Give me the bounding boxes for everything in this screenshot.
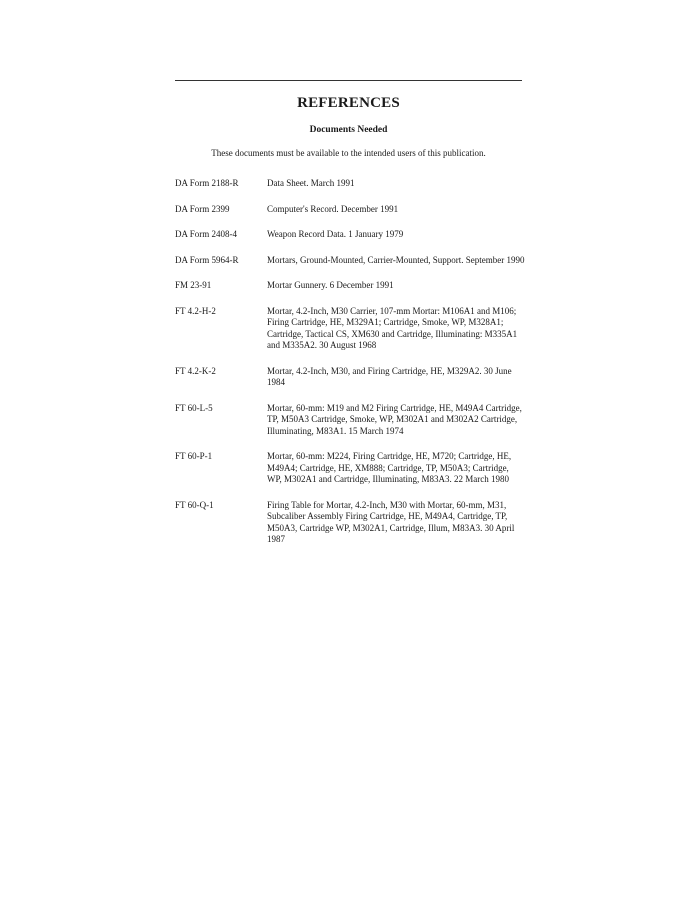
reference-row (175, 255, 525, 267)
section-subtitle: Documents Needed (309, 125, 388, 135)
reference-id: DA Form 2188-R (175, 178, 239, 188)
reference-description: Mortar, 60-mm: M19 and M2 Firing Cartridge, HE, M49A4 Cartridge, TP, M50A3 Cartridge, Smoke, WP, M302A1 and M302A2 Cartridge, Illuminating, M83A1. 15 March 1974 (267, 402, 522, 436)
reference-id: DA Form 2408-4 (175, 229, 238, 239)
reference-id: DA Form 5964-R (175, 254, 239, 265)
reference-row (175, 178, 525, 190)
reference-description: Mortar Gunnery. 6 December 1991 (267, 280, 394, 290)
reference-row (175, 366, 525, 389)
reference-description: Data Sheet. March 1991 (267, 178, 355, 188)
reference-id: DA Form 2399 (175, 203, 230, 214)
intro-text: These documents must be available to the intended users of this publication. (211, 148, 486, 158)
reference-row (175, 204, 525, 216)
reference-description: Computer's Record. December 1991 (267, 203, 399, 214)
reference-description: Firing Table for Mortar, 4.2-Inch, M30 with Mortar, 60-mm, M31, Subcaliber Assembly Firing Cartridge, HE, M49A4, Cartridge, TP, M50A3, Cartridge WP, M302A1, Cartridge, Illum, M83A3. 30 April 1987 (267, 499, 515, 544)
reference-row (175, 306, 525, 352)
reference-id: FT 60-P-1 (175, 451, 213, 461)
reference-row (175, 403, 525, 438)
reference-description: Mortar, 60-mm: M224, Firing Cartridge, HE, M720; Cartridge, HE, M49A4; Cartridge, HE, XM888; Cartridge, TP, M50A3; Cartridge, WP, M302A1 and Cartridge, Illuminating, M83A3. 22 March 1980 (267, 451, 512, 484)
reference-description: Weapon Record Data. 1 January 1979 (267, 229, 404, 239)
reference-id: FT 4.2-H-2 (175, 305, 216, 316)
reference-description: Mortar, 4.2-Inch, M30 Carrier, 107-mm Mortar: M106A1 and M106; Firing Cartridge, HE, M329A1; Cartridge, Smoke, WP, M328A1; Cartridge, Tactical CS, XM630 and Cartridge, Illuminating: M335A1 and M335A2. 30 August 1968 (267, 305, 518, 350)
reference-row (175, 229, 525, 241)
reference-row (175, 280, 525, 292)
reference-row (175, 500, 525, 546)
page-title: REFERENCES (297, 95, 400, 111)
reference-description: Mortars, Ground-Mounted, Carrier-Mounted, Support. September 1990 (267, 254, 525, 265)
reference-id: FM 23-91 (175, 280, 212, 290)
reference-id: FT 60-Q-1 (175, 499, 214, 510)
reference-id: FT 60-L-5 (175, 402, 213, 413)
reference-row (175, 451, 525, 486)
reference-list (175, 178, 525, 560)
top-rule (175, 80, 522, 81)
reference-description: Mortar, 4.2-Inch, M30, and Firing Cartridge, HE, M329A2. 30 June 1984 (267, 365, 512, 387)
reference-id: FT 4.2-K-2 (175, 365, 216, 376)
